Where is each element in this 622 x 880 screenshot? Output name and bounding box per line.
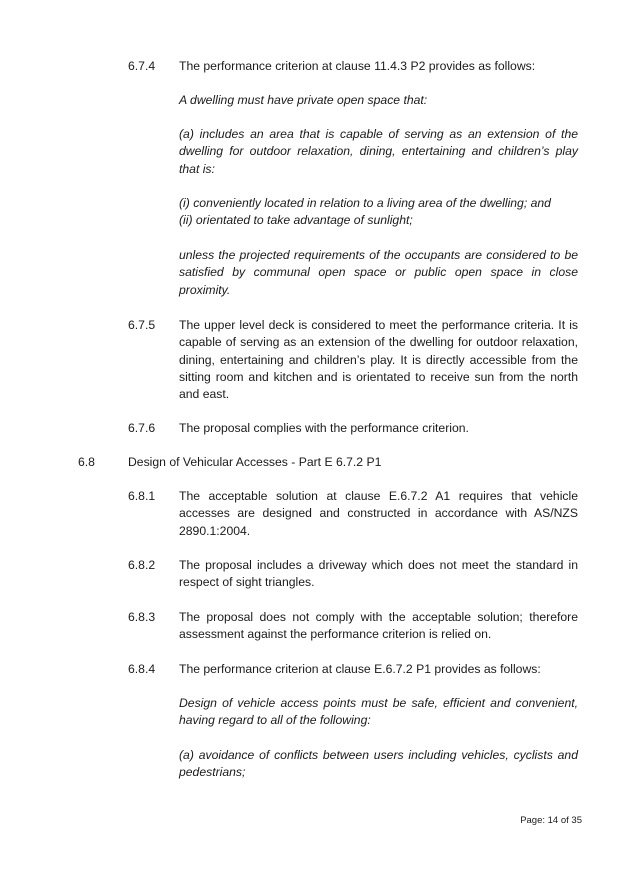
clause-text-6-7-6: The proposal complies with the performance criterion. xyxy=(179,421,469,435)
clause-number-6-8-3: 6.8.3 xyxy=(128,610,156,624)
section-number-6-8: 6.8 xyxy=(78,455,95,469)
quote-unless: unless the projected requirements of the occupants are considered to be satisfied by communal open space or public open space in close proximity. xyxy=(179,248,578,297)
clause-number-6-7-5: 6.7.5 xyxy=(128,318,156,332)
page-number: Page: 14 of 35 xyxy=(520,815,582,826)
clause-number-6-8-4: 6.8.4 xyxy=(128,662,156,676)
quote-vehicle-access: Design of vehicle access points must be safe, efficient and convenient, having regard to all of the following: xyxy=(179,696,578,728)
clause-text-6-8-1: The acceptable solution at clause E.6.7.2 A1 requires that vehicle accesses are designed and constructed in accordance with AS/NZS 2890.1:2004. xyxy=(179,489,578,538)
clause-number-6-7-6: 6.7.6 xyxy=(128,421,156,435)
section-title-6-8: Design of Vehicular Accesses - Part E 6.7.2 P1 xyxy=(128,455,382,469)
quote-item-a-conflicts: (a) avoidance of conflicts between users including vehicles, cyclists and pedestrians; xyxy=(179,748,578,780)
clause-text-6-8-2: The proposal includes a driveway which does not meet the standard in respect of sight triangles. xyxy=(179,558,578,590)
quote-item-i: (i) conveniently located in relation to a living area of the dwelling; and xyxy=(179,196,551,210)
clause-number-6-8-1: 6.8.1 xyxy=(128,489,156,503)
clause-text-6-8-4: The performance criterion at clause E.6.7.2 P1 provides as follows: xyxy=(179,662,541,676)
clause-text-6-7-4: The performance criterion at clause 11.4.3 P2 provides as follows: xyxy=(179,59,536,73)
clause-text-6-7-5: The upper level deck is considered to meet the performance criteria. It is capable of serving as an extension of the dwelling for outdoor relaxation, dining, entertaining and children’s play. It is directly accessible from the sitting room and kitchen and is orientated to receive sun from the north and east. xyxy=(179,318,578,402)
clause-number-6-8-2: 6.8.2 xyxy=(128,558,156,572)
clause-number-6-7-4: 6.7.4 xyxy=(128,59,156,73)
quote-item-ii: (ii) orientated to take advantage of sunlight; xyxy=(179,213,413,227)
quote-private-open-space: A dwelling must have private open space that: xyxy=(179,93,428,107)
clause-text-6-8-3: The proposal does not comply with the acceptable solution; therefore assessment against the performance criterion is relied on. xyxy=(179,610,578,642)
quote-item-a: (a) includes an area that is capable of serving as an extension of the dwelling for outdoor relaxation, dining, entertaining and children’s play that is: xyxy=(179,127,578,176)
